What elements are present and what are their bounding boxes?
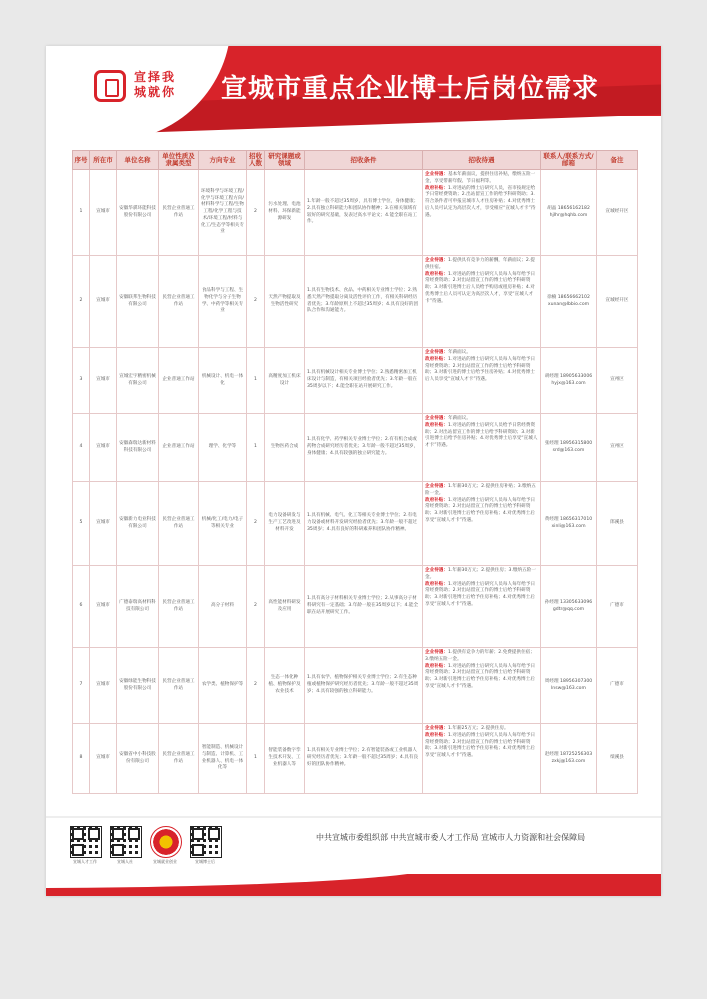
cell-major: 环境科学与环境工程/化学与环境工程方向/材料科学与工程/生物工程/化学工程与技术/环境工程/材料与化工/生态学等相关专业: [199, 170, 247, 256]
cell-unit: 安徽森瑞达新材料科技有限公司: [117, 414, 159, 482]
cell-benefits: 企业待遇：年薪面议。 政府补贴：1.对进站的博士后研究人员给予日常经费资助；2.对出站留宣工作的博士后给予科研资助；3.对新引进博士后给予住房补贴；4.对优秀博士后享受“宣城人才卡”待遇。: [423, 414, 541, 482]
cell-remark: 宣州区: [597, 414, 638, 482]
cell-remark: 郎溪县: [597, 482, 638, 566]
cell-city: 宣城市: [90, 724, 117, 794]
table-row: [73, 170, 638, 256]
col-header: 招收待遇: [423, 151, 541, 170]
col-header: 序号: [73, 151, 90, 170]
cell-no: 4: [73, 414, 90, 482]
cell-benefits: 企业待遇：1.提供具有竞争力的薪酬，年薪面议；2.提供住宿。 政府补贴：1.对进站的博士后研究人员每人每年给予日常经费资助；2.对出站留宣工作的博士后给予科研资助；3.对新引进博士后人员给予购房或租房补贴；4.对优秀博士后人员可认定为高层次人才，享受“宣城人才卡”待遇。: [423, 256, 541, 348]
cell-conditions: 1.具有农学、植物保护相关专业博士学位；2.有生态种植或植物保护研究经历者优先；3.年龄一般不超过35周岁；4.具有较强的独立科研能力。: [305, 648, 423, 724]
cell-no: 2: [73, 256, 90, 348]
cell-city: 宣城市: [90, 566, 117, 648]
cell-unit: 安徽新力电业科技有限公司: [117, 482, 159, 566]
cell-conditions: 1.具有生物技术、食品、中药相关专业博士学位；2.熟悉天然产物提取分离及活性评价工作，有相关科研经历者优先；3.年龄原则上不超过35周岁；4.具有良好的团队合作和沟通能力。: [305, 256, 423, 348]
cell-unit: 广德泰瑞高材料科技有限公司: [117, 566, 159, 648]
cell-contact: 胡晶 18656162182 hjlhr@hqhb.com: [541, 170, 597, 256]
cell-num: 2: [247, 648, 265, 724]
cell-topic: 高性能材料研发及应用: [265, 566, 305, 648]
cell-remark: 宣城经开区: [597, 170, 638, 256]
cell-nature: 民营企业普通工作站: [159, 648, 199, 724]
logo-icon: [94, 70, 126, 102]
cell-remark: 广德市: [597, 566, 638, 648]
cell-remark: 宣州区: [597, 348, 638, 414]
cell-topic: 电力设备研发与生产工艺改进及材料开发: [265, 482, 305, 566]
cell-unit: 安徽联邦生物科技有限公司: [117, 256, 159, 348]
qr-caption: 宣城就业创业: [153, 859, 177, 864]
cell-benefits: 企业待遇：年薪面议。 政府补贴：1.对进站的博士后研究人员每人每年给予日常经费资助；2.对出站留宣工作的博士后给予科研资助；3.对新引进的博士后给予住房补贴；4.对优秀博士后人员享受“宣城人才卡”待遇。: [423, 348, 541, 414]
cell-major: 农学类、植物保护等: [199, 648, 247, 724]
cell-major: 机械设计、机电一体化: [199, 348, 247, 414]
badge-icon: [150, 826, 182, 858]
cell-contact: 周经理 18956307300 lnsw@163.com: [541, 648, 597, 724]
cell-topic: 生态一体化种植、植物保护及农业技术: [265, 648, 305, 724]
slogan: 宣择我 城就你: [134, 70, 177, 99]
col-header: 招收条件: [305, 151, 423, 170]
cell-topic: 污水处理、电池材料、环保新能源研发: [265, 170, 305, 256]
cell-no: 6: [73, 566, 90, 648]
cell-num: 2: [247, 256, 265, 348]
cell-major: 机械/化工/电力/电子等相关专业: [199, 482, 247, 566]
table-row: [73, 256, 638, 348]
col-header: 单位性质及隶属类型: [159, 151, 199, 170]
header-banner: [46, 46, 661, 156]
cell-contact: 赵经理 18725256303 zxkj@163.com: [541, 724, 597, 794]
cell-topic: 高精度加工机床设计: [265, 348, 305, 414]
cell-conditions: 1.具有机械设计相关专业博士学位；2.熟悉精密加工机床设计与制造，有相关项目经验者优先；3.年龄一般在35周岁以下；4.能全职在站开展研究工作。: [305, 348, 423, 414]
cell-remark: 宣城经开区: [597, 256, 638, 348]
cell-num: 2: [247, 482, 265, 566]
table-row: [73, 566, 638, 648]
cell-no: 1: [73, 170, 90, 256]
cell-conditions: 1.具有相关专业博士学位；2.有智能装备或工业机器人研究经历者优先；3.年龄一般不超过35周岁；4.具有良好的团队协作精神。: [305, 724, 423, 794]
cell-topic: 天然产物提取及生物活性研究: [265, 256, 305, 348]
cell-no: 5: [73, 482, 90, 566]
cell-contact: 孙经理 13305633096 gdtr@qq.com: [541, 566, 597, 648]
col-header: 研究课题或领域: [265, 151, 305, 170]
col-header: 联系人/联系方式/邮箱: [541, 151, 597, 170]
cell-nature: 民营企业普通工作站: [159, 256, 199, 348]
table-row: [73, 482, 638, 566]
cell-city: 宣城市: [90, 170, 117, 256]
cell-major: 食品科学与工程、生物化学与分子生物学、中药学等相关专业: [199, 256, 247, 348]
cell-conditions: 1.年龄一般不超过35周岁，具有博士学位，身体健康；2.具有独立科研能力和团队协作精神；3.在相关领域有较好的研究基础，发表过高水平论文；4.能全职在站工作。: [305, 170, 423, 256]
cell-city: 宣城市: [90, 648, 117, 724]
cell-nature: 企业普通工作站: [159, 348, 199, 414]
cell-topic: 智能装备数字孪生技术开发、工业机器人等: [265, 724, 305, 794]
cell-unit: 安徽绿能生物科技股份有限公司: [117, 648, 159, 724]
cell-nature: 民营企业普通工作站: [159, 170, 199, 256]
cell-no: 7: [73, 648, 90, 724]
table-row: [73, 648, 638, 724]
cell-major: 智能制造、机械设计与制造、计算机、工业机器人、机电一体化等: [199, 724, 247, 794]
qr-caption: 宣城博士后: [195, 859, 215, 864]
jobs-table: [72, 150, 638, 794]
cell-benefits: 企业待遇：1.年薪30万元；2.提供住房；3.缴纳五险一金。 政府补贴：1.对进站的博士后研究人员每人每年给予日常经费资助；2.对出站留宣工作的博士后给予科研资助；3.对新引进博士后给予住房补贴；4.对优秀博士后享受“宣城人才卡”待遇。: [423, 566, 541, 648]
qr-code-icon[interactable]: [70, 826, 102, 858]
cell-major: 高分子材料: [199, 566, 247, 648]
cell-benefits: 企业待遇：1.年薪30万元；2.提供住房补贴；3.缴纳五险一金。 政府补贴：1.对进站的博士后研究人员每人每年给予日常经费资助；2.对出站留宣工作的博士后给予科研资助；3.对新引进博士后给予住房补贴；4.对优秀博士后享受“宣城人才卡”待遇。: [423, 482, 541, 566]
cell-remark: 广德市: [597, 648, 638, 724]
table-row: [73, 414, 638, 482]
cell-topic: 生物医药合成: [265, 414, 305, 482]
cell-contact: 张经理 18956315800 srd@163.com: [541, 414, 597, 482]
cell-city: 宣城市: [90, 414, 117, 482]
cell-num: 2: [247, 566, 265, 648]
cell-benefits: 企业待遇：1.提供有竞争力的年薪；2.免费提供住宿；3.缴纳五险一金。 政府补贴：1.对进站的博士后研究人员每人每年给予日常经费资助；2.对出站留宣工作的博士后给予科研资助；3.对新引进博士后给予住房补贴；4.对优秀博士后享受“宣城人才卡”待遇。: [423, 648, 541, 724]
cell-no: 3: [73, 348, 90, 414]
cell-num: 1: [247, 414, 265, 482]
cell-nature: 企业普通工作站: [159, 414, 199, 482]
cell-major: 理学、化学等: [199, 414, 247, 482]
cell-benefits: 企业待遇：1.年薪25万元；2.提供住房。 政府补贴：1.对进站的博士后研究人员每人每年给予日常经费资助；2.对出站留宣工作的博士后给予科研资助；3.对新引进博士后给予住房补贴；4.对优秀博士后享受“宣城人才卡”待遇。: [423, 724, 541, 794]
cell-unit: 宣城宏宇精密机械有限公司: [117, 348, 159, 414]
col-header: 所在市: [90, 151, 117, 170]
cell-remark: 绩溪县: [597, 724, 638, 794]
qr-caption: 宣城人才工作: [73, 859, 97, 864]
cell-num: 2: [247, 170, 265, 256]
table-row: [73, 348, 638, 414]
organizers: 中共宣城市委组织部 中共宣城市委人才工作局 宣城市人力资源和社会保障局: [316, 833, 586, 842]
cell-num: 1: [247, 348, 265, 414]
cell-nature: 民营企业普通工作站: [159, 724, 199, 794]
table-header-row: [73, 151, 638, 170]
cell-unit: 安徽省中小科技股份有限公司: [117, 724, 159, 794]
col-header: 备注: [597, 151, 638, 170]
cell-unit: 安徽华骐环能科技股份有限公司: [117, 170, 159, 256]
footer-divider: [46, 816, 661, 818]
cell-no: 8: [73, 724, 90, 794]
cell-nature: 民营企业普通工作站: [159, 482, 199, 566]
cell-conditions: 1.具有化学、药学相关专业博士学位；2.有有机合成或药物合成研究经历者优先；3.年龄一般不超过35周岁，身体健康；4.具有较强的独立研究能力。: [305, 414, 423, 482]
cell-contact: 胡经理 18905633006 hyjx@163.com: [541, 348, 597, 414]
qr-code-icon[interactable]: [190, 826, 222, 858]
cell-conditions: 1.具有高分子材料相关专业博士学位；2.从事高分子材料研究有一定基础；3.年龄一般在35周岁以下；4.能全职在站开展研究工作。: [305, 566, 423, 648]
cell-benefits: 企业待遇：基本年薪面议，提供住房补贴，缴纳五险一金，享受带薪年假、节日福利等。 政府补贴：1.对进站的博士后研究人员，省市按规定给予日常经费资助；2.出站留宣工作的给予科研资助；3.符合条件者可申报宣城市人才住房补贴；4.对优秀博士后人员可认定为高层次人才，享受相应“宣城人才卡”待遇。: [423, 170, 541, 256]
cell-city: 宣城市: [90, 348, 117, 414]
col-header: 方向专业: [199, 151, 247, 170]
col-header: 单位名称: [117, 151, 159, 170]
page-title: 宣城市重点企业博士后岗位需求: [221, 74, 600, 104]
cell-contact: 黄经理 18656317010 xinli@163.com: [541, 482, 597, 566]
cell-num: 1: [247, 724, 265, 794]
cell-city: 宣城市: [90, 256, 117, 348]
cell-nature: 民营企业普通工作站: [159, 566, 199, 648]
poster: [46, 46, 661, 896]
cell-city: 宣城市: [90, 482, 117, 566]
col-header: 招收人数: [247, 151, 265, 170]
cell-conditions: 1.具有机械、电气、化工等相关专业博士学位；2.有电力设备或材料开发研究经验者优先；3.年龄一般不超过35周岁；4.具有良好的科研素养和团队协作精神。: [305, 482, 423, 566]
cell-contact: 徐楠 18656662102 xunan@lbbio.com: [541, 256, 597, 348]
table-row: [73, 724, 638, 794]
qr-code-icon[interactable]: [110, 826, 142, 858]
qr-caption: 宣城人社: [117, 859, 133, 864]
